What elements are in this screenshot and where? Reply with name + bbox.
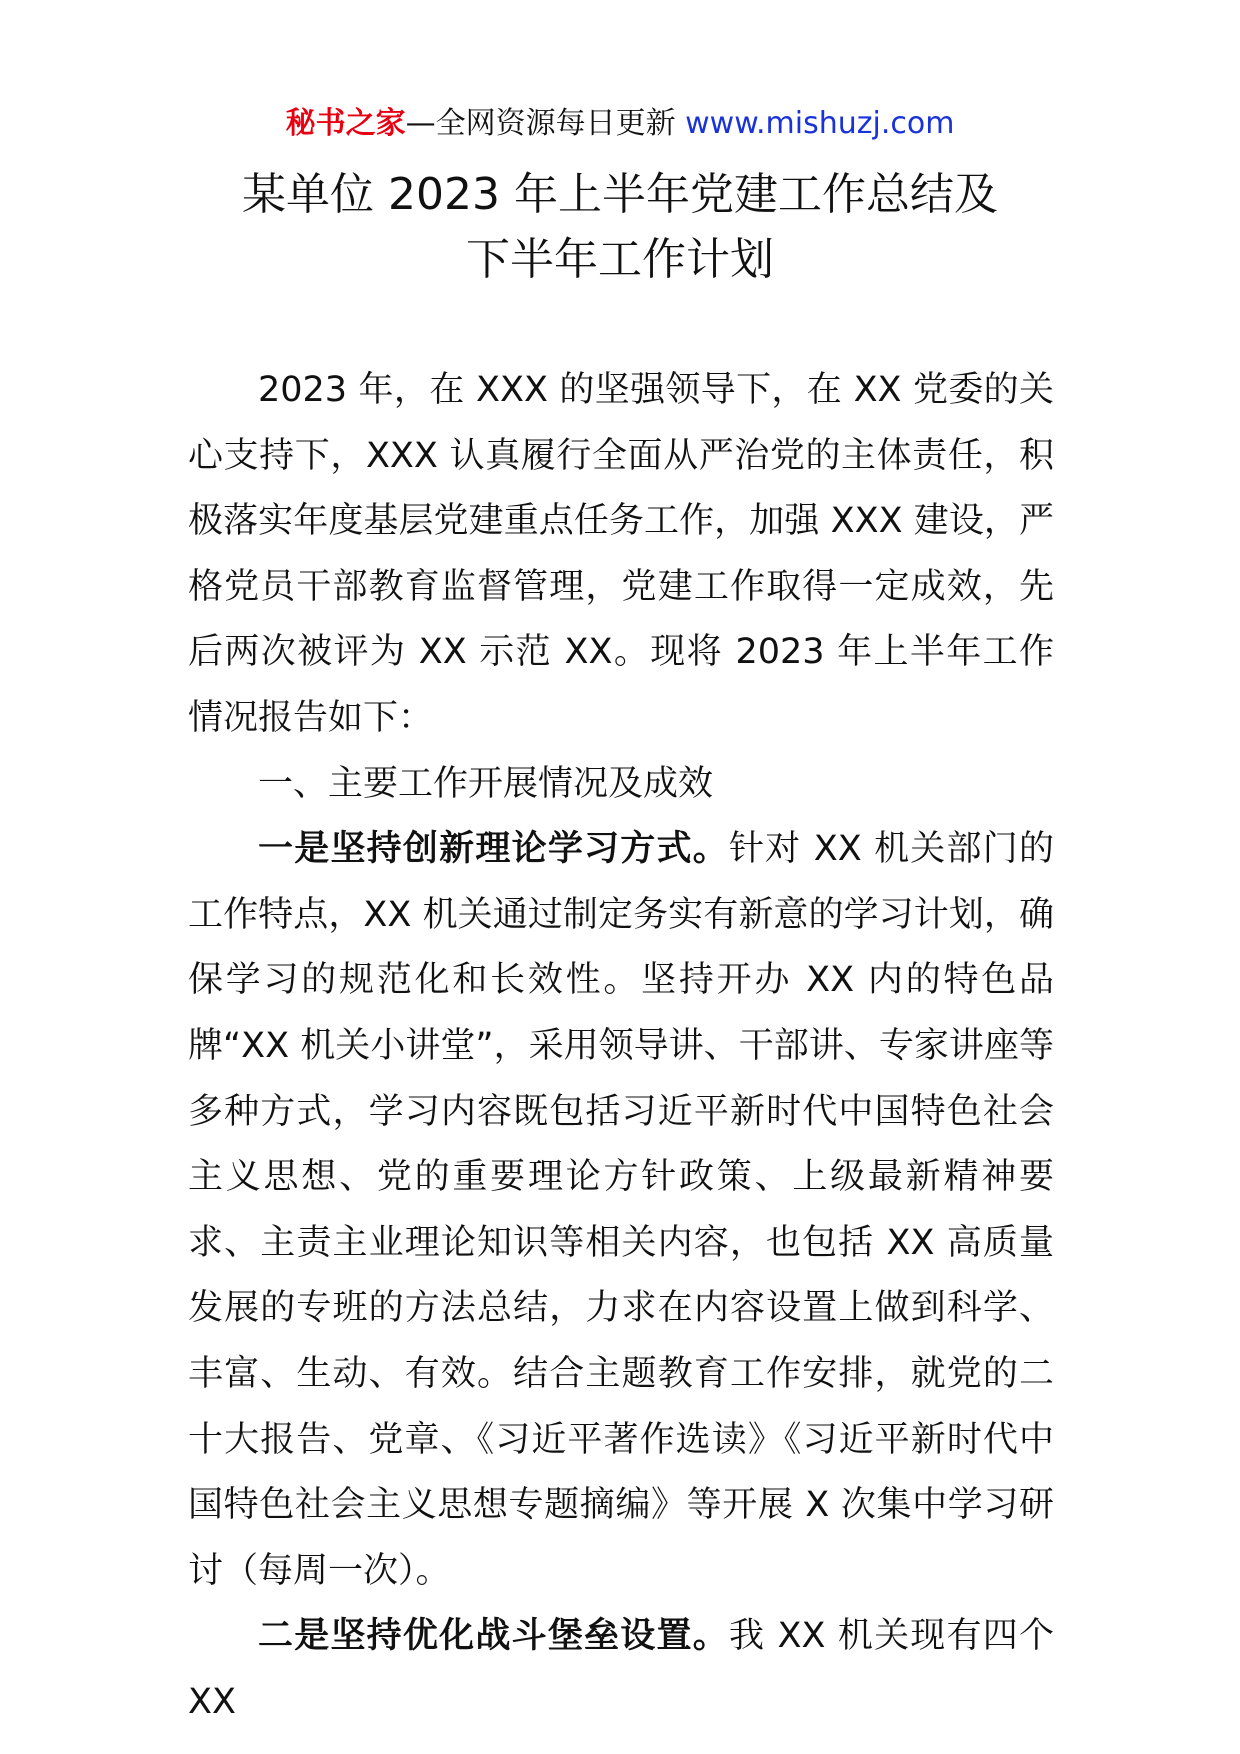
intro-paragraph: 2023 年，在 XXX 的坚强领导下，在 XX 党委的关心支持下，XXX 认真履行全面从严治党的主体责任，积极落实年度基层党建重点任务工作，加强 XXX 建设，严格党员干部教育监督管理，党建工作取得一定成效，先后两次被评为 XX 示范 XX。现将 2023 年上半年工作情况报告如下： [188, 370, 1054, 738]
document-body [188, 358, 1054, 1735]
site-tagline: —全网资源每日更新 [405, 106, 686, 141]
paragraph-2-lead: 二是坚持优化战斗堡垒设置。 [258, 1616, 729, 1657]
paragraph-1 [188, 817, 1054, 1604]
site-header [0, 104, 1240, 144]
document-title-line-1: 某单位 2023 年上半年党建工作总结及 [242, 169, 998, 220]
paragraph-1-text: 针对 XX 机关部门的工作特点，XX 机关通过制定务实有新意的学习计划，确保学习的规范化和长效性。坚持开办 XX 内的特色品牌“XX 机关小讲堂”，采用领导讲、干部讲、专家讲座等多种方式，学习内容既包括习近平新时代中国特色社会主义思想、党的重要理论方针政策、上级最新精神要求、主责主业理论知识等相关内容，也包括 XX 高质量发展的专班的方法总结，力求在内容设置上做到科学、丰富、生动、有效。结合主题教育工作安排，就党的二十大报告、党章、《习近平著作选读》《习近平新时代中国特色社会主义思想专题摘编》等开展 X 次集中学习研讨（每周一次）。 [188, 829, 1054, 1591]
paragraph-1-lead: 一是坚持创新理论学习方式。 [258, 829, 729, 870]
paragraph-2 [188, 1604, 1054, 1735]
paragraph-2-text: 我 XX 机关现有四个 XX [188, 1616, 1054, 1722]
section-heading: 一、主要工作开展情况及成效 [258, 763, 714, 804]
site-brand: 秘书之家 [285, 106, 406, 141]
document-title-line-2: 下半年工作计划 [466, 234, 774, 285]
site-url-link[interactable]: www.mishuzj.com [685, 106, 955, 141]
